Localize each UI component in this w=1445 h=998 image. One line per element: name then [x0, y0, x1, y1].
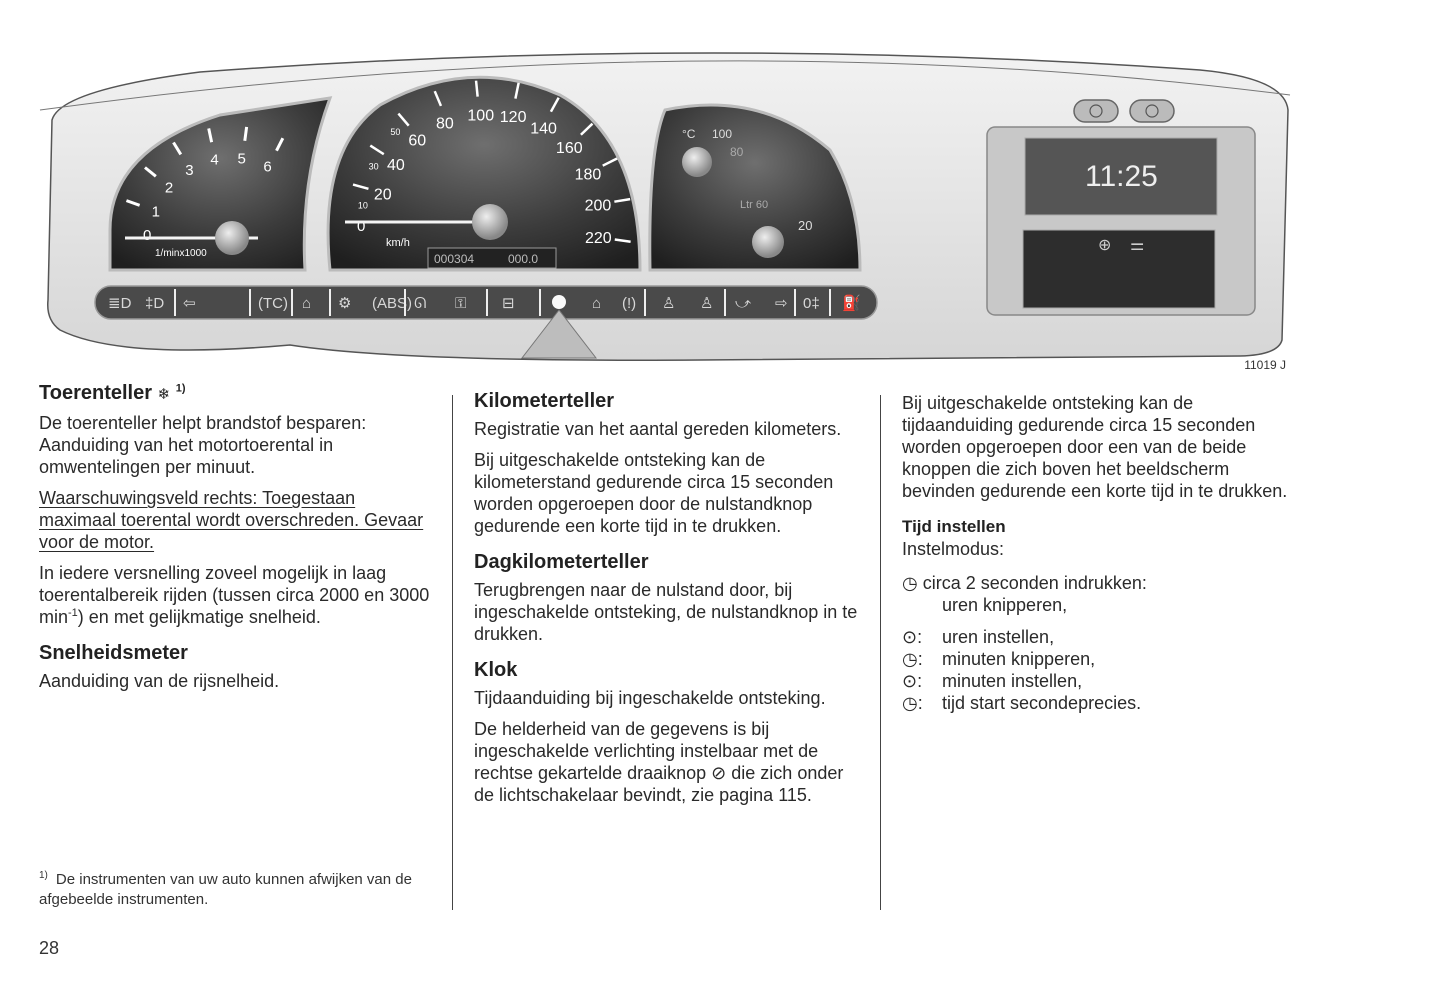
- knurled-knob-icon: ⊘: [711, 763, 727, 783]
- instrument-cluster-illustration: [0, 0, 1445, 380]
- tacho-tick: [245, 127, 247, 141]
- speedo-tick-label: 80: [435, 115, 454, 133]
- heading-odometer: Kilometerteller: [474, 390, 615, 412]
- speedo-description: Aanduiding van de rijsnelheid.: [39, 671, 280, 691]
- step-3: ⊙: minuten instellen,: [902, 671, 1083, 691]
- step-1: ⊙: uren instellen,: [902, 627, 1055, 647]
- engine-icon: ⌂: [302, 295, 312, 312]
- tacho-unit: 1/minx1000: [155, 248, 207, 259]
- tacho-tick-label: 5: [237, 150, 246, 168]
- speedo-tick-label: 180: [574, 166, 602, 184]
- gearbox-icon: ⚙: [338, 295, 352, 312]
- speedo-small-tick-label: 30: [368, 161, 379, 172]
- preheat-icon: ᘏ: [414, 295, 427, 312]
- column-1: [39, 382, 434, 701]
- clock-button-icon: ◷: [902, 573, 918, 593]
- turn-right-icon: ⇨: [775, 295, 788, 312]
- footnote: $^{1)}$ De instrumenten van uw auto kunnen afwijken van de afgebeelde instrumenten.: [39, 870, 412, 908]
- rev-warning-lamp: [552, 295, 566, 309]
- speedo-tick-label: 100: [467, 107, 495, 125]
- fuel-icon: ⛽: [842, 295, 861, 312]
- clock-description: Tijdaanduiding bij ingeschakelde ontsteking.: [474, 688, 826, 708]
- tripmeter-description: Terugbrengen naar de nulstand door, bij ingeschakelde ontsteking, de nulstandknop in te drukken.: [474, 580, 858, 644]
- heading-clock: Klok: [474, 659, 518, 681]
- display-light-icon: ⚌: [1130, 237, 1145, 254]
- tacho-description: De toerenteller helpt brandstof besparen: Aanduiding van het motortoerental in omwentelingen per minuut.: [39, 413, 367, 477]
- speedo-tick-label: 140: [530, 120, 557, 138]
- speedo-tick: [476, 81, 478, 97]
- tripmeter-value: 000.0: [508, 252, 539, 266]
- seatbelt-icon: ♙: [700, 295, 714, 312]
- heading-set-time: Tijd instellen: [902, 517, 1006, 536]
- tacho-tick-label: 6: [263, 158, 272, 176]
- speedo-tick-label: 220: [584, 230, 612, 248]
- column-divider-1: [452, 395, 453, 910]
- footnote-ref: 1): [175, 382, 186, 395]
- tacho-tick-label: 3: [185, 161, 194, 179]
- coolant-icon: ⤻: [735, 295, 752, 312]
- speedo-tick-label: 120: [499, 109, 527, 127]
- info-display: [1023, 230, 1215, 308]
- speedo-tick-label: 60: [408, 132, 427, 150]
- abs-icon: (ABS): [372, 295, 413, 312]
- tacho-tick-label: 2: [164, 179, 174, 197]
- tacho-tick-label: 1: [151, 203, 160, 221]
- step-4: ◷: tijd start secondeprecies.: [902, 693, 1142, 713]
- column-2: [474, 390, 864, 815]
- speedo-tick-label: 20: [373, 186, 392, 204]
- tacho-advice: In iedere versnelling zoveel mogelijk in laag toerentalbereik rijden (tussen circa 2000 en 3000 $\min^{-1}$) en met gelijkmatige snelheid.: [39, 563, 430, 627]
- step-2: ◷: minuten knipperen,: [902, 649, 1096, 669]
- odometer-recall: Bij uitgeschakelde ontsteking kan de kilometerstand gedurende circa 15 seconden worden opgeroepen door de nulstandknop gedurende een korte tijd in te drukken.: [474, 450, 834, 536]
- fuel-unit: Ltr 60: [740, 199, 769, 211]
- step-start-result: uren knipperen,: [942, 595, 1068, 615]
- speedo-tick-label: 40: [386, 156, 405, 174]
- fog-light-icon: ‡D: [145, 295, 165, 312]
- figure-code: 11019 J: [1244, 358, 1286, 372]
- page-number: 28: [39, 938, 60, 958]
- immobiliser-icon: ⚿: [455, 295, 467, 312]
- speedo-tick-label: 160: [555, 140, 583, 158]
- clock-button-right: [1130, 100, 1174, 122]
- temp-tick-80: 80: [730, 145, 744, 159]
- clock-time: 11:25: [1085, 160, 1158, 193]
- heading-tachometer: Toerenteller ❄ $^{1)}$: [39, 382, 186, 404]
- column-divider-2: [880, 395, 881, 910]
- temp-needle-hub: [682, 147, 712, 177]
- oil-pressure-icon: ⌂: [592, 295, 602, 312]
- main-beam-icon: ≣D: [108, 295, 132, 312]
- fuel-needle-hub: [752, 226, 784, 258]
- heading-tripmeter: Dagkilometerteller: [474, 551, 649, 573]
- set-mode-label: Instelmodus:: [902, 539, 1005, 559]
- fuel-tick-20: 20: [798, 218, 813, 233]
- turn-left-icon: ⇦: [183, 295, 196, 312]
- rear-fog-icon: 0‡: [803, 295, 820, 312]
- temp-unit: °C: [682, 127, 696, 141]
- speedo-small-tick-label: 50: [390, 127, 401, 138]
- odometer-value: 000304: [434, 252, 475, 266]
- speedo-tick-label: 200: [584, 197, 612, 215]
- tacho-zero: 0: [143, 227, 152, 244]
- step-start: ◷ circa 2 seconden indrukken:: [902, 573, 1147, 593]
- temp-tick-100: 100: [712, 127, 733, 141]
- display-warning-icon: ⊕: [1098, 237, 1112, 254]
- tacho-warning: Waarschuwingsveld rechts: Toegestaan maximaal toerental wordt overschreden. Gevaar voor de motor.: [39, 488, 424, 552]
- diesel-symbol: ❄: [157, 386, 171, 403]
- column-3: [902, 392, 1292, 714]
- traction-control-icon: (TC): [258, 295, 288, 312]
- brightness-description: De helderheid van de gegevens is bij ingeschakelde verlichting instelbaar met de rechtse gekartelde draaiknop ⊘ die zich onder de lichtschakelaar bevindt, zie pagina 115.: [474, 719, 844, 805]
- airbag-icon: ♙: [662, 295, 676, 312]
- clock-recall: Bij uitgeschakelde ontsteking kan de tijdaanduiding gedurende circa 15 seconden worden opgeroepen door een van de beide knoppen die zich boven het beeldscherm bevinden gedurende een korte tijd in te drukken.: [902, 393, 1288, 501]
- tacho-needle-hub: [215, 221, 249, 255]
- clock-button-left: [1074, 100, 1118, 122]
- tacho-tick-label: 4: [210, 151, 219, 169]
- speedo-zero: 0: [357, 218, 366, 235]
- odometer-description: Registratie van het aantal gereden kilometers.: [474, 419, 842, 439]
- speedo-small-tick-label: 10: [357, 200, 368, 211]
- heading-speedometer: Snelheidsmeter: [39, 642, 188, 664]
- battery-icon: ⊟: [502, 295, 515, 312]
- speedo-needle-hub: [472, 204, 508, 240]
- brake-icon: (!): [622, 295, 637, 312]
- speedo-unit: km/h: [386, 237, 410, 249]
